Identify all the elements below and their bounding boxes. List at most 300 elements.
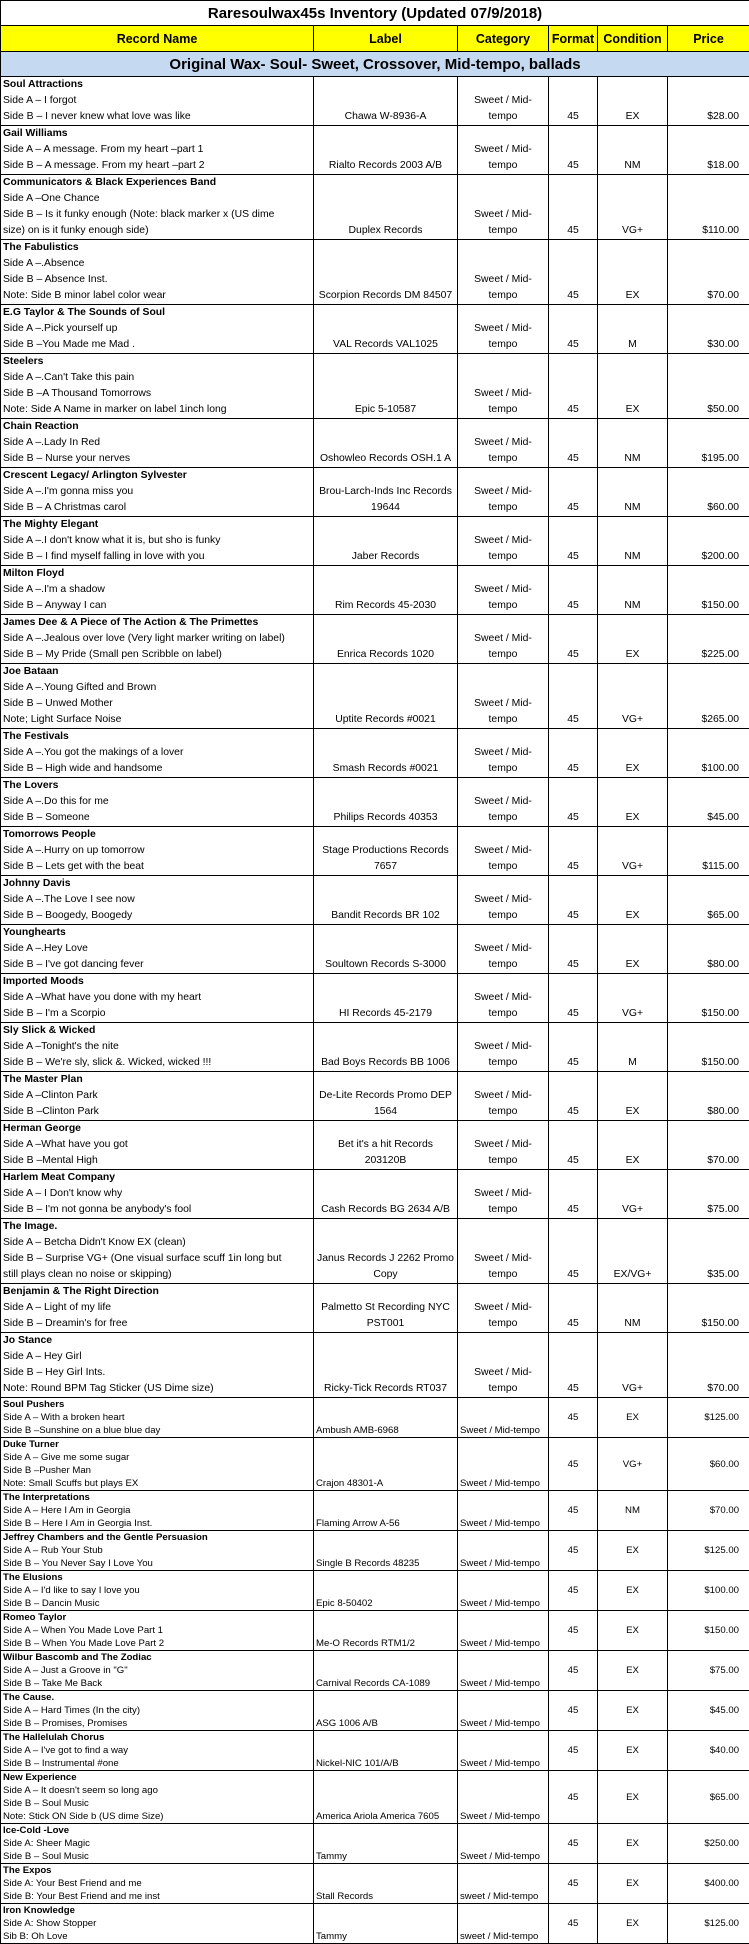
format-cell: 45: [549, 1571, 598, 1611]
label-cell: Cash Records BG 2634 A/B: [314, 1170, 458, 1219]
condition-cell: M: [598, 305, 668, 354]
price-cell: $65.00: [668, 876, 749, 925]
record-side-line: Side A – Light of my life: [3, 1300, 311, 1316]
table-row: [1, 1398, 749, 1438]
record-side-line: Side B – I'm not gonna be anybody's fool: [3, 1202, 311, 1218]
record-side-line: Side B – Promises, Promises: [3, 1717, 311, 1730]
label-cell: Palmetto St Recording NYC PST001: [314, 1284, 458, 1333]
format-cell: 45: [549, 1072, 598, 1121]
format-cell: 45: [549, 1904, 598, 1944]
record-side-line: Side B: Your Best Friend and me inst: [3, 1890, 311, 1903]
record-side-line: Side B – Here I Am in Georgia Inst.: [3, 1517, 311, 1530]
artist-name: The Image.: [3, 1219, 311, 1235]
price-cell: $35.00: [668, 1219, 749, 1284]
record-side-line: Side B – Is it funky enough (Note: black marker x (US dime: [3, 207, 311, 223]
category-cell: Sweet / Mid-tempo: [458, 974, 549, 1023]
price-cell: $150.00: [668, 1611, 749, 1651]
title-row: [1, 1, 749, 26]
table-row: [1, 729, 749, 778]
table-row: [1, 1121, 749, 1170]
record-side-line: Side B – Boogedy, Boogedy: [3, 908, 311, 924]
record-name-cell: [1, 1771, 314, 1824]
category-cell: sweet / Mid-tempo: [458, 1904, 549, 1944]
table-row: [1, 1691, 749, 1731]
table-row: [1, 778, 749, 827]
format-cell: 45: [549, 729, 598, 778]
record-side-line: Side A – I forgot: [3, 93, 311, 109]
artist-name: Wilbur Bascomb and The Zodiac: [3, 1651, 311, 1664]
format-cell: 45: [549, 1824, 598, 1864]
record-side-line: Side B – Nurse your nerves: [3, 451, 311, 467]
table-row: [1, 1571, 749, 1611]
format-cell: 45: [549, 1333, 598, 1398]
condition-cell: VG+: [598, 664, 668, 729]
artist-name: Benjamin & The Right Direction: [3, 1284, 311, 1300]
label-cell: Scorpion Records DM 84507: [314, 240, 458, 305]
artist-name: The Fabulistics: [3, 240, 311, 256]
format-cell: 45: [549, 1771, 598, 1824]
price-cell: $45.00: [668, 778, 749, 827]
record-side-line: Side A – Here I Am in Georgia: [3, 1504, 311, 1517]
record-side-line: Side A –.Hurry on up tomorrow: [3, 843, 311, 859]
price-cell: $125.00: [668, 1531, 749, 1571]
record-side-line: Side A –.Can't Take this pain: [3, 370, 311, 386]
price-cell: $30.00: [668, 305, 749, 354]
record-side-line: still plays clean no noise or skipping): [3, 1267, 311, 1283]
price-cell: $125.00: [668, 1398, 749, 1438]
record-side-line: Side A: Sheer Magic: [3, 1837, 311, 1850]
record-side-line: Side B – Someone: [3, 810, 311, 826]
format-cell: 45: [549, 1284, 598, 1333]
record-side-line: Side A – When You Made Love Part 1: [3, 1624, 311, 1637]
format-cell: 45: [549, 1398, 598, 1438]
artist-name: Chain Reaction: [3, 419, 311, 435]
record-side-line: Side B – When You Made Love Part 2: [3, 1637, 311, 1650]
price-cell: $80.00: [668, 925, 749, 974]
header-label: Label: [314, 26, 458, 52]
record-name-cell: [1, 1731, 314, 1771]
artist-name: Jeffrey Chambers and the Gentle Persuasion: [3, 1531, 311, 1544]
record-side-line: Side A –What have you done with my heart: [3, 990, 311, 1006]
price-cell: $265.00: [668, 664, 749, 729]
artist-name: The Festivals: [3, 729, 311, 745]
condition-cell: EX: [598, 1731, 668, 1771]
label-cell: Uptite Records #0021: [314, 664, 458, 729]
condition-cell: NM: [598, 468, 668, 517]
artist-name: James Dee & A Piece of The Action & The Primettes: [3, 615, 311, 631]
record-side-line: Side A –.The Love I see now: [3, 892, 311, 908]
record-name-cell: [1, 1824, 314, 1864]
condition-cell: NM: [598, 1284, 668, 1333]
condition-cell: EX: [598, 1531, 668, 1571]
price-cell: $65.00: [668, 1771, 749, 1824]
price-cell: $250.00: [668, 1824, 749, 1864]
format-cell: 45: [549, 925, 598, 974]
record-side-line: Side A –One Chance: [3, 191, 311, 207]
table-row: [1, 827, 749, 876]
category-cell: Sweet / Mid-tempo: [458, 1121, 549, 1170]
record-side-line: Sib B: Oh Love: [3, 1930, 311, 1943]
header-format: Format: [549, 26, 598, 52]
format-cell: 45: [549, 827, 598, 876]
label-cell: Oshowleo Records OSH.1 A: [314, 419, 458, 468]
price-cell: $125.00: [668, 1904, 749, 1944]
record-name-cell: [1, 1691, 314, 1731]
record-side-line: Side B – Lets get with the beat: [3, 859, 311, 875]
header-record-name: Record Name: [1, 26, 314, 52]
artist-name: Steelers: [3, 354, 311, 370]
record-side-line: Side B – Soul Music: [3, 1850, 311, 1863]
category-cell: Sweet / Mid-tempo: [458, 1438, 549, 1491]
table-row: [1, 1072, 749, 1121]
price-cell: $150.00: [668, 566, 749, 615]
record-name-cell: [1, 126, 314, 175]
sheet-title: Raresoulwax45s Inventory (Updated 07/9/2018): [1, 1, 749, 26]
record-side-line: Note: Side A Name in marker on label 1inch long: [3, 402, 311, 418]
category-cell: Sweet / Mid-tempo: [458, 126, 549, 175]
price-cell: $100.00: [668, 729, 749, 778]
table-row: [1, 1023, 749, 1072]
label-cell: Epic 5-10587: [314, 354, 458, 419]
price-cell: $115.00: [668, 827, 749, 876]
format-cell: 45: [549, 175, 598, 240]
label-cell: Crajon 48301-A: [314, 1438, 458, 1491]
record-side-line: Side A –.Jealous over love (Very light marker writing on label): [3, 631, 311, 647]
record-name-cell: [1, 175, 314, 240]
record-name-cell: [1, 1531, 314, 1571]
record-side-line: Side B – Dreamin's for free: [3, 1316, 311, 1332]
record-name-cell: [1, 1611, 314, 1651]
table-row: [1, 1438, 749, 1491]
condition-cell: EX: [598, 729, 668, 778]
record-side-line: Side B – Unwed Mother: [3, 696, 311, 712]
label-cell: Me-O Records RTM1/2: [314, 1611, 458, 1651]
condition-cell: EX: [598, 77, 668, 126]
record-name-cell: [1, 664, 314, 729]
table-row: [1, 1531, 749, 1571]
condition-cell: EX: [598, 1864, 668, 1904]
record-side-line: Side A – I've got to find a way: [3, 1744, 311, 1757]
record-side-line: Side B – Soul Music: [3, 1797, 311, 1810]
table-row: [1, 1284, 749, 1333]
format-cell: 45: [549, 419, 598, 468]
table-row: [1, 77, 749, 126]
record-side-line: Side B –You Made me Mad .: [3, 337, 311, 353]
record-side-line: Side B – I find myself falling in love with you: [3, 549, 311, 565]
artist-name: Milton Floyd: [3, 566, 311, 582]
price-cell: $400.00: [668, 1864, 749, 1904]
artist-name: Jo Stance: [3, 1333, 311, 1349]
table-row: [1, 566, 749, 615]
condition-cell: EX: [598, 1611, 668, 1651]
artist-name: Herman George: [3, 1121, 311, 1137]
artist-name: The Hallelulah Chorus: [3, 1731, 311, 1744]
price-cell: $28.00: [668, 77, 749, 126]
record-name-cell: [1, 1219, 314, 1284]
table-row: [1, 468, 749, 517]
category-cell: Sweet / Mid-tempo: [458, 827, 549, 876]
artist-name: Johnny Davis: [3, 876, 311, 892]
condition-cell: NM: [598, 1491, 668, 1531]
record-side-line: Side B – A Christmas carol: [3, 500, 311, 516]
record-side-line: Side A: Your Best Friend and me: [3, 1877, 311, 1890]
condition-cell: EX: [598, 1651, 668, 1691]
record-name-cell: [1, 1491, 314, 1531]
format-cell: 45: [549, 240, 598, 305]
table-row: [1, 1771, 749, 1824]
record-side-line: Side A – With a broken heart: [3, 1411, 311, 1424]
label-cell: Enrica Records 1020: [314, 615, 458, 664]
artist-name: Joe Bataan: [3, 664, 311, 680]
artist-name: New Experience: [3, 1771, 311, 1784]
format-cell: 45: [549, 1170, 598, 1219]
condition-cell: VG+: [598, 974, 668, 1023]
table-row: [1, 354, 749, 419]
condition-cell: EX: [598, 876, 668, 925]
table-row: [1, 925, 749, 974]
label-cell: Ambush AMB-6968: [314, 1398, 458, 1438]
inventory-table-body: [1, 1, 749, 1944]
category-cell: Sweet / Mid-tempo: [458, 615, 549, 664]
category-cell: Sweet / Mid-tempo: [458, 354, 549, 419]
record-side-line: Side A – I Don't know why: [3, 1186, 311, 1202]
record-side-line: Note: Round BPM Tag Sticker (US Dime size): [3, 1381, 311, 1397]
section-row: [1, 52, 749, 77]
artist-name: Imported Moods: [3, 974, 311, 990]
label-cell: Rialto Records 2003 A/B: [314, 126, 458, 175]
format-cell: 45: [549, 876, 598, 925]
format-cell: 45: [549, 1864, 598, 1904]
condition-cell: EX: [598, 1771, 668, 1824]
record-name-cell: [1, 1438, 314, 1491]
price-cell: $195.00: [668, 419, 749, 468]
table-row: [1, 1651, 749, 1691]
artist-name: Iron Knowledge: [3, 1904, 311, 1917]
record-side-line: Note; Light Surface Noise: [3, 712, 311, 728]
category-cell: Sweet / Mid-tempo: [458, 1651, 549, 1691]
price-cell: $150.00: [668, 974, 749, 1023]
label-cell: VAL Records VAL1025: [314, 305, 458, 354]
format-cell: 45: [549, 1121, 598, 1170]
table-row: [1, 1864, 749, 1904]
table-row: [1, 615, 749, 664]
record-name-cell: [1, 77, 314, 126]
record-side-line: Side B – Instrumental #one: [3, 1757, 311, 1770]
condition-cell: EX: [598, 778, 668, 827]
condition-cell: EX: [598, 1121, 668, 1170]
table-row: [1, 305, 749, 354]
condition-cell: VG+: [598, 1333, 668, 1398]
record-side-line: Side A –.Young Gifted and Brown: [3, 680, 311, 696]
format-cell: 45: [549, 517, 598, 566]
condition-cell: EX/VG+: [598, 1219, 668, 1284]
price-cell: $150.00: [668, 1284, 749, 1333]
price-cell: $150.00: [668, 1023, 749, 1072]
table-row: [1, 517, 749, 566]
record-name-cell: [1, 566, 314, 615]
record-side-line: Side A –.Hey Love: [3, 941, 311, 957]
record-side-line: Side A – Hard Times (In the city): [3, 1704, 311, 1717]
format-cell: 45: [549, 468, 598, 517]
format-cell: 45: [549, 354, 598, 419]
category-cell: Sweet / Mid-tempo: [458, 876, 549, 925]
label-cell: Nickel-NIC 101/A/B: [314, 1731, 458, 1771]
record-name-cell: [1, 354, 314, 419]
label-cell: Philips Records 40353: [314, 778, 458, 827]
format-cell: 45: [549, 77, 598, 126]
label-cell: HI Records 45-2179: [314, 974, 458, 1023]
format-cell: 45: [549, 1438, 598, 1491]
record-side-line: Side B –Clinton Park: [3, 1104, 311, 1120]
record-side-line: Side B – We're sly, slick &. Wicked, wicked !!!: [3, 1055, 311, 1071]
category-cell: Sweet / Mid-tempo: [458, 1284, 549, 1333]
table-row: [1, 1333, 749, 1398]
table-row: [1, 419, 749, 468]
category-cell: Sweet / Mid-tempo: [458, 1219, 549, 1284]
condition-cell: EX: [598, 615, 668, 664]
format-cell: 45: [549, 1491, 598, 1531]
table-row: [1, 1170, 749, 1219]
label-cell: Bad Boys Records BB 1006: [314, 1023, 458, 1072]
artist-name: The Master Plan: [3, 1072, 311, 1088]
category-cell: Sweet / Mid-tempo: [458, 419, 549, 468]
record-name-cell: [1, 1023, 314, 1072]
artist-name: The Mighty Elegant: [3, 517, 311, 533]
record-name-cell: [1, 419, 314, 468]
format-cell: 45: [549, 1531, 598, 1571]
category-cell: Sweet / Mid-tempo: [458, 1023, 549, 1072]
label-cell: Tammy: [314, 1824, 458, 1864]
label-cell: Single B Records 48235: [314, 1531, 458, 1571]
format-cell: 45: [549, 615, 598, 664]
record-name-cell: [1, 925, 314, 974]
condition-cell: EX: [598, 1691, 668, 1731]
artist-name: E.G Taylor & The Sounds of Soul: [3, 305, 311, 321]
table-row: [1, 240, 749, 305]
record-side-line: Side A: Show Stopper: [3, 1917, 311, 1930]
record-side-line: Note: Stick ON Side b (US dime Size): [3, 1810, 311, 1823]
record-side-line: Side A – Just a Groove in "G": [3, 1664, 311, 1677]
record-side-line: Side B – High wide and handsome: [3, 761, 311, 777]
record-name-cell: [1, 1121, 314, 1170]
table-row: [1, 1731, 749, 1771]
condition-cell: VG+: [598, 175, 668, 240]
header-condition: Condition: [598, 26, 668, 52]
label-cell: Tammy: [314, 1904, 458, 1944]
label-cell: ASG 1006 A/B: [314, 1691, 458, 1731]
price-cell: $100.00: [668, 1571, 749, 1611]
record-side-line: Side A –.Lady In Red: [3, 435, 311, 451]
price-cell: $70.00: [668, 1491, 749, 1531]
table-row: [1, 1219, 749, 1284]
table-row: [1, 175, 749, 240]
record-side-line: Side B – I've got dancing fever: [3, 957, 311, 973]
category-cell: Sweet / Mid-tempo: [458, 1731, 549, 1771]
record-side-line: Side A –.You got the makings of a lover: [3, 745, 311, 761]
header-price: Price: [668, 26, 749, 52]
record-side-line: Side A –.I'm gonna miss you: [3, 484, 311, 500]
label-cell: Stage Productions Records 7657: [314, 827, 458, 876]
condition-cell: VG+: [598, 827, 668, 876]
condition-cell: EX: [598, 1824, 668, 1864]
record-name-cell: [1, 517, 314, 566]
category-cell: Sweet / Mid-tempo: [458, 468, 549, 517]
record-name-cell: [1, 240, 314, 305]
record-side-line: Side A – Hey Girl: [3, 1349, 311, 1365]
record-side-line: Side B – Take Me Back: [3, 1677, 311, 1690]
artist-name: Romeo Taylor: [3, 1611, 311, 1624]
table-row: [1, 876, 749, 925]
label-cell: Soultown Records S-3000: [314, 925, 458, 974]
label-cell: De-Lite Records Promo DEP 1564: [314, 1072, 458, 1121]
price-cell: $80.00: [668, 1072, 749, 1121]
record-side-line: Side B – Anyway I can: [3, 598, 311, 614]
record-side-line: Side A – Betcha Didn't Know EX (clean): [3, 1235, 311, 1251]
label-cell: Smash Records #0021: [314, 729, 458, 778]
format-cell: 45: [549, 1651, 598, 1691]
price-cell: $110.00: [668, 175, 749, 240]
category-cell: Sweet / Mid-tempo: [458, 566, 549, 615]
condition-cell: EX: [598, 1398, 668, 1438]
record-side-line: Side A – Give me some sugar: [3, 1451, 311, 1464]
category-cell: Sweet / Mid-tempo: [458, 1611, 549, 1651]
table-row: [1, 974, 749, 1023]
category-cell: Sweet / Mid-tempo: [458, 1491, 549, 1531]
price-cell: $70.00: [668, 1121, 749, 1170]
condition-cell: NM: [598, 566, 668, 615]
condition-cell: EX: [598, 1571, 668, 1611]
record-side-line: size) on is it funky enough side): [3, 223, 311, 239]
record-side-line: Side A –.Absence: [3, 256, 311, 272]
record-side-line: Side A –.I don't know what it is, but sho is funky: [3, 533, 311, 549]
record-name-cell: [1, 876, 314, 925]
record-side-line: Side B –A Thousand Tomorrows: [3, 386, 311, 402]
record-side-line: Side B – Absence Inst.: [3, 272, 311, 288]
record-side-line: Side A –Tonight's the nite: [3, 1039, 311, 1055]
format-cell: 45: [549, 778, 598, 827]
condition-cell: EX: [598, 1904, 668, 1944]
condition-cell: EX: [598, 354, 668, 419]
category-cell: Sweet / Mid-tempo: [458, 1333, 549, 1398]
category-cell: Sweet / Mid-tempo: [458, 1571, 549, 1611]
record-name-cell: [1, 729, 314, 778]
category-cell: Sweet / Mid-tempo: [458, 1771, 549, 1824]
format-cell: 45: [549, 1691, 598, 1731]
record-side-line: Side B – You Never Say I Love You: [3, 1557, 311, 1570]
record-name-cell: [1, 1170, 314, 1219]
condition-cell: EX: [598, 925, 668, 974]
condition-cell: NM: [598, 126, 668, 175]
format-cell: 45: [549, 1731, 598, 1771]
record-name-cell: [1, 615, 314, 664]
artist-name: Duke Turner: [3, 1438, 311, 1451]
category-cell: Sweet / Mid-tempo: [458, 925, 549, 974]
format-cell: 45: [549, 126, 598, 175]
record-side-line: Note: Side B minor label color wear: [3, 288, 311, 304]
label-cell: Janus Records J 2262 Promo Copy: [314, 1219, 458, 1284]
table-row: [1, 1611, 749, 1651]
table-row: [1, 1904, 749, 1944]
label-cell: Ricky-Tick Records RT037: [314, 1333, 458, 1398]
condition-cell: VG+: [598, 1170, 668, 1219]
record-side-line: Side A –.I'm a shadow: [3, 582, 311, 598]
artist-name: Communicators & Black Experiences Band: [3, 175, 311, 191]
record-side-line: Side B – I never knew what love was like: [3, 109, 311, 125]
label-cell: Epic 8-50402: [314, 1571, 458, 1611]
format-cell: 45: [549, 664, 598, 729]
price-cell: $60.00: [668, 468, 749, 517]
condition-cell: NM: [598, 419, 668, 468]
